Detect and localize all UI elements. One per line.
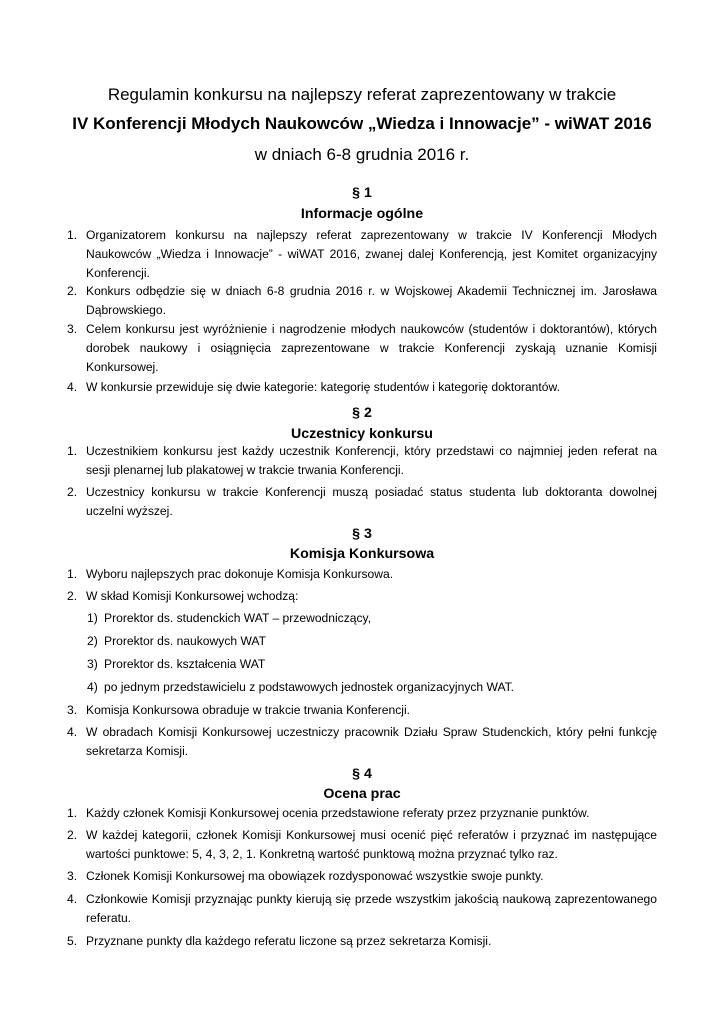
list-item-text: Członkowie Komisji przyznając punkty kierują się przede wszystkim jakością naukową zaprezentowanego referatu. — [86, 892, 657, 925]
list-item-text: W skład Komisji Konkursowej wchodzą: — [86, 589, 299, 603]
list-item-number: 1. — [67, 444, 78, 458]
sub-list-item-number: 2) — [87, 634, 98, 648]
list-item-text: Wyboru najlepszych prac dokonuje Komisja Konkursowa. — [86, 567, 394, 581]
list-item-number: 1. — [67, 567, 78, 581]
list-item-number: 2. — [67, 828, 78, 842]
list-item-number: 4. — [67, 725, 78, 739]
sub-list-item-text: Prorektor ds. kształcenia WAT — [104, 657, 266, 671]
list-item-text: Uczestnicy konkursu w trakcie Konferencji muszą posiadać status studenta lub doktoranta dowolnej uczelni wyższej. — [86, 485, 657, 518]
section-3-sign: § 3 — [352, 526, 372, 542]
list-item-text: Przyznane punkty dla każdego referatu liczone są przez sekretarza Komisji. — [86, 934, 492, 948]
list-item-text: Każdy członek Komisji Konkursowej ocenia przedstawione referaty przez przyznanie punktów. — [86, 806, 590, 820]
sub-list-item-text: po jednym przedstawicielu z podstawowych jednostek organizacyjnych WAT. — [104, 680, 515, 694]
section-4-title: Ocena prac — [323, 786, 401, 802]
list-item-number: 3. — [67, 869, 78, 883]
list-item-text: Organizatorem konkursu na najlepszy referat zaprezentowany w trakcie IV Konferencji Młodych Naukowców „Wiedza i Innowacje” - wiWAT 2016, zwanej dalej Konferencją, jest Komitet organizacyjny Konferencji. — [86, 228, 657, 280]
document-title-line-2: IV Konferencji Młodych Naukowców „Wiedza i Innowacje” - wiWAT 2016 — [72, 114, 652, 133]
list-item-text: W konkursie przewiduje się dwie kategorie: kategorię studentów i kategorię doktorantów. — [86, 380, 560, 394]
section-2-sign: § 2 — [352, 405, 372, 421]
sub-list-item-number: 3) — [87, 657, 98, 671]
list-item-number: 3. — [67, 703, 78, 717]
section-1-sign: § 1 — [352, 185, 372, 201]
document-title-line-3: w dniach 6-8 grudnia 2016 r. — [254, 145, 470, 164]
sub-list-item-number: 4) — [87, 680, 98, 694]
list-item-text: Celem konkursu jest wyróżnienie i nagrodzenie młodych naukowców (studentów i doktorantów), których dorobek naukowy i osiągnięcia zaprezentowane w trakcie Konferencji zyskają uznanie Komisji Konkursowej. — [86, 322, 657, 374]
list-item-number: 3. — [67, 322, 78, 336]
list-item-text: Członek Komisji Konkursowej ma obowiązek rozdysponować wszystkie swoje punkty. — [86, 869, 544, 883]
list-item-number: 1. — [67, 806, 78, 820]
list-item-number: 2. — [67, 284, 78, 298]
section-4-sign: § 4 — [352, 766, 372, 782]
sub-list-item-text: Prorektor ds. naukowych WAT — [104, 634, 266, 648]
list-item-number: 2. — [67, 485, 78, 499]
list-item-number: 5. — [67, 934, 78, 948]
document-title-line-1: Regulamin konkursu na najlepszy referat zaprezentowany w trakcie — [107, 85, 617, 104]
list-item-number: 4. — [67, 380, 78, 394]
list-item-text: W obradach Komisji Konkursowej uczestniczy pracownik Działu Spraw Studenckich, który pełni funkcję sekretarza Komisji. — [86, 725, 657, 758]
section-2-title: Uczestnicy konkursu — [291, 426, 433, 442]
list-item-number: 1. — [67, 228, 78, 242]
list-item-text: Komisja Konkursowa obraduje w trakcie trwania Konferencji. — [86, 703, 410, 717]
sub-list-item-text: Prorektor ds. studenckich WAT – przewodniczący, — [104, 611, 372, 625]
section-3-title: Komisja Konkursowa — [289, 546, 435, 562]
sub-list-item-number: 1) — [87, 611, 98, 625]
list-item-text: Uczestnikiem konkursu jest każdy uczestnik Konferencji, który przedstawi co najmniej jeden referat na sesji plenarnej lub plakatowej w trakcie trwania Konferencji. — [86, 444, 657, 477]
list-item-text: W każdej kategorii, członek Komisji Konkursowej musi ocenić pięć referatów i przyznać im następujące wartości punktowe: 5, 4, 3, 2, 1. Konkretną wartość punktową można przyznać tylko raz. — [86, 828, 657, 861]
list-item-text: Konkurs odbędzie się w dniach 6-8 grudnia 2016 r. w Wojskowej Akademii Technicznej im. Jarosława Dąbrowskiego. — [86, 284, 657, 317]
list-item-number: 4. — [67, 892, 78, 906]
section-1-title: Informacje ogólne — [300, 206, 424, 222]
list-item-number: 2. — [67, 589, 78, 603]
